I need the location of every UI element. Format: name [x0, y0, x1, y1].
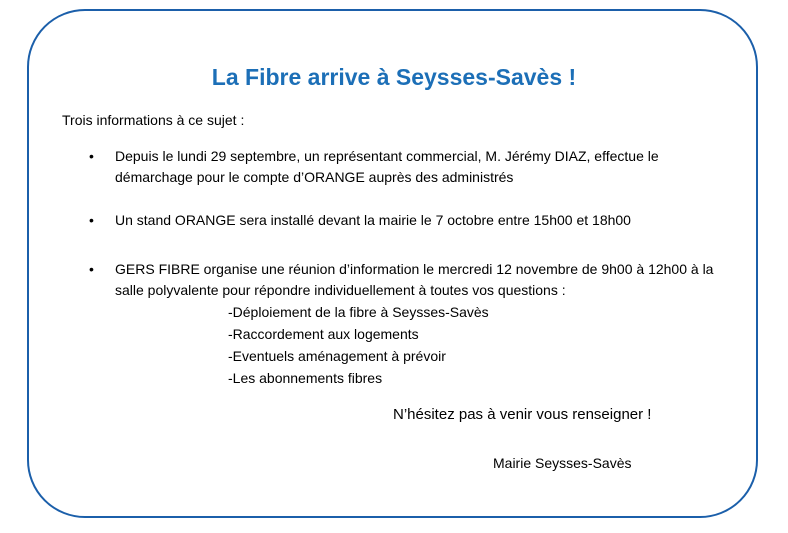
list-item-text: Un stand ORANGE sera installé devant la mairie le 7 octobre entre 15h00 et 18h00: [115, 212, 631, 228]
sub-list-item: -Les abonnements fibres: [228, 370, 383, 386]
signature: Mairie Seysses-Savès: [493, 455, 632, 471]
sub-list: [228, 301, 715, 389]
list-item: [89, 146, 715, 188]
list-item-text: Depuis le lundi 29 septembre, un représentant commercial, M. Jérémy DIAZ, effectue le démarchage pour le compte d’ORANGE auprès des administrés: [115, 148, 659, 185]
list-item: [89, 259, 715, 389]
sub-list-item: -Raccordement aux logements: [228, 326, 419, 342]
list-item: [89, 210, 715, 231]
intro-text: Trois informations à ce sujet :: [62, 112, 245, 128]
bullet-icon: •: [89, 148, 94, 164]
page-title: La Fibre arrive à Seysses-Savès !: [211, 64, 577, 90]
bullet-icon: •: [89, 212, 94, 228]
list-item-text: GERS FIBRE organise une réunion d’information le mercredi 12 novembre de 9h00 à 12h00 à la salle polyvalente pour répondre individuellement à toutes vos questions :: [115, 261, 714, 298]
sub-list-item: -Déploiement de la fibre à Seysses-Savès: [228, 304, 489, 320]
sub-list-item: -Eventuels aménagement à prévoir: [228, 348, 446, 364]
bullet-icon: •: [89, 261, 94, 277]
closing-text: N’hésitez pas à venir vous renseigner !: [393, 406, 652, 423]
